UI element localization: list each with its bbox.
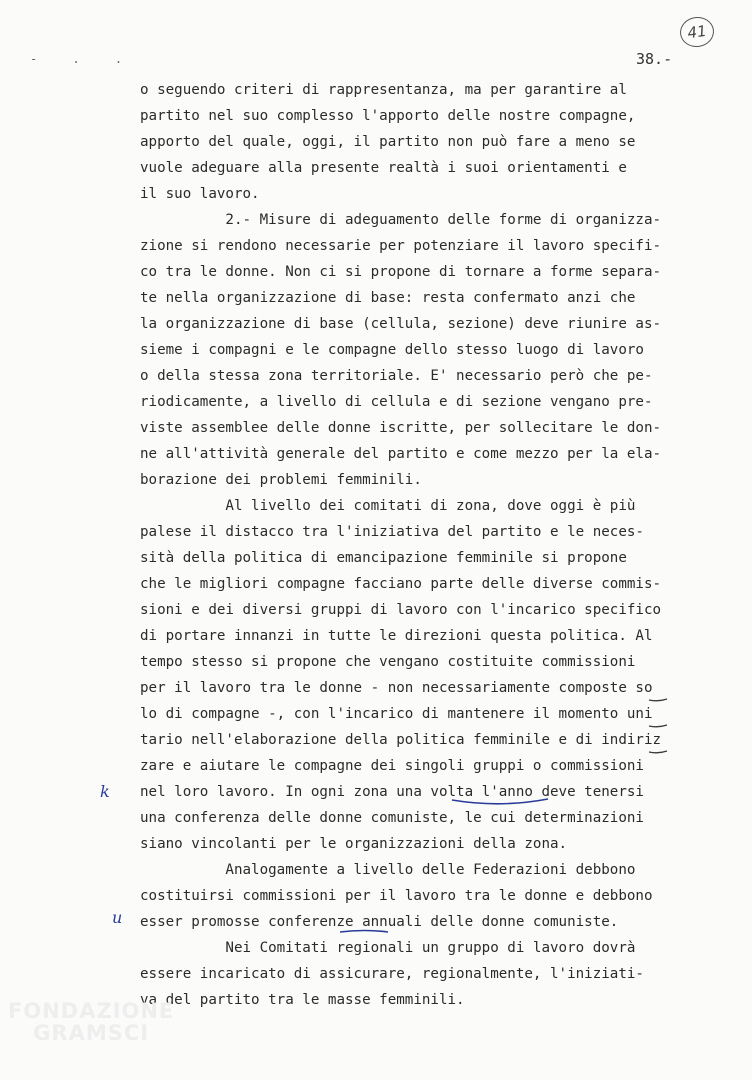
margin-note-2: u xyxy=(112,908,123,927)
text-line: essere incaricato di assicurare, regionalmente, l'iniziati- xyxy=(140,966,644,982)
text-line: ne all'attività generale del partito e come mezzo per la ela- xyxy=(140,446,662,462)
text-line: Nei Comitati regionali un gruppo di lavoro dovrà xyxy=(140,940,636,956)
text-line: Al livello dei comitati di zona, dove oggi è più xyxy=(140,498,636,514)
text-line: va del partito tra le masse femminili. xyxy=(140,992,465,1008)
text-line: co tra le donne. Non ci si propone di tornare a forme separa- xyxy=(140,264,662,280)
text-line: 2.- Misure di adeguamento delle forme di organizza- xyxy=(140,212,662,228)
text-line: siano vincolanti per le organizzazioni della zona. xyxy=(140,836,568,852)
text-line: o della stessa zona territoriale. E' necessario però che pe- xyxy=(140,368,653,384)
underline-uni xyxy=(649,725,667,727)
page-number: 38.- xyxy=(636,50,673,68)
text-line: Analogamente a livello delle Federazioni debbono xyxy=(140,862,636,878)
text-line: sieme i compagni e le compagne dello stesso luogo di lavoro xyxy=(140,342,644,358)
text-line: la organizzazione di base (cellula, sezione) deve riunire as- xyxy=(140,316,662,332)
fondazione-gramsci-watermark xyxy=(8,1000,174,1044)
text-line: zare e aiutare le compagne dei singoli gruppi o commissioni xyxy=(140,758,644,774)
text-line: per il lavoro tra le donne - non necessariamente composte so xyxy=(140,680,653,696)
text-line: una conferenza delle donne comuniste, le cui determinazioni xyxy=(140,810,644,826)
text-line: borazione dei problemi femminili. xyxy=(140,472,422,488)
text-line: riodicamente, a livello di cellula e di sezione vengano pre- xyxy=(140,394,653,410)
text-line: partito nel suo complesso l'apporto delle nostre compagne, xyxy=(140,108,636,124)
text-line: nel loro lavoro. In ogni zona una volta l'anno deve tenersi xyxy=(140,784,644,800)
underline-so xyxy=(649,699,667,701)
text-line: viste assemblee delle donne iscritte, per sollecitare le don- xyxy=(140,420,662,436)
watermark-line-1: FONDAZIONE xyxy=(8,999,175,1023)
text-line: tario nell'elaborazione della politica femminile e di indiriz xyxy=(140,732,662,748)
watermark-line-2: GRAMSCI xyxy=(33,1021,150,1045)
text-line: che le migliori compagne facciano parte delle diverse commis- xyxy=(140,576,662,592)
text-line: vuole adeguare alla presente realtà i suoi orientamenti e xyxy=(140,160,627,176)
text-line: palese il distacco tra l'iniziativa del partito e le neces- xyxy=(140,524,644,540)
text-line: lo di compagne -, con l'incarico di mantenere il momento uni xyxy=(140,706,653,722)
corner-marks: - . . xyxy=(30,52,137,66)
text-line: apporto del quale, oggi, il partito non può fare a meno se xyxy=(140,134,636,150)
text-line: esser promosse conferenze annuali delle donne comuniste. xyxy=(140,914,619,930)
text-line: di portare innanzi in tutte le direzioni questa politica. Al xyxy=(140,628,653,644)
text-line: il suo lavoro. xyxy=(140,186,260,202)
text-line: zione si rendono necessarie per potenziare il lavoro specifi- xyxy=(140,238,662,254)
text-line: sità della politica di emancipazione femminile si propone xyxy=(140,550,627,566)
margin-note-1: k xyxy=(100,782,110,801)
archive-stamp-number: 41 xyxy=(678,15,716,49)
text-line: o seguendo criteri di rappresentanza, ma per garantire al xyxy=(140,82,627,98)
text-line: te nella organizzazione di base: resta confermato anzi che xyxy=(140,290,636,306)
text-line: sioni e dei diversi gruppi di lavoro con l'incarico specifico xyxy=(140,602,662,618)
underline-indiriz xyxy=(649,751,667,753)
text-line: tempo stesso si propone che vengano costituite commissioni xyxy=(140,654,636,670)
text-line: costituirsi commissioni per il lavoro tra le donne e debbono xyxy=(140,888,653,904)
